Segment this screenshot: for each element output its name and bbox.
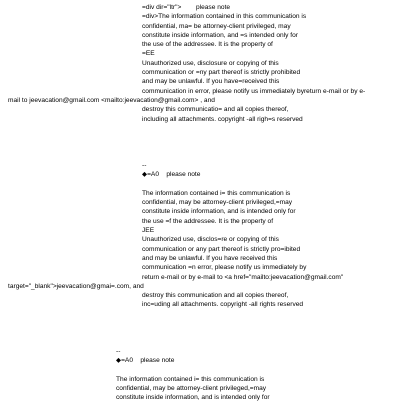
text-line: constitute inside information, and =s intended only for	[142, 31, 298, 39]
text-line: The information contained i= this communication is	[142, 189, 291, 197]
notice-block-1	[0, 3, 400, 124]
text-line: communication in error, please notify us immediately byreturn e-mail or by e-	[142, 87, 366, 95]
text-line: return e-mail or by e-mail to <a href="mailto:jeevacation@gmail.com"	[142, 273, 344, 281]
text-line: =EE	[142, 50, 155, 58]
text-line: confidential, may be attorney-client privileged,=may	[116, 385, 267, 393]
text-line: destroy this communicatio= and all copies thereof,	[142, 106, 289, 114]
text-line: ◆=A0 please note	[116, 357, 175, 365]
text-line: and may be unlawful. If you have=received this	[142, 78, 280, 86]
text-line: constitute inside information, and is intended only for	[116, 394, 270, 402]
text-line: the use of the addressee. It is the property of	[142, 41, 273, 49]
text-line: target="_blank">jeevacation@gmai=.com, and	[8, 282, 144, 290]
text-line: inc=uding all attachments. copyright -all rights reserved	[142, 301, 304, 309]
notice-block-2	[0, 161, 400, 310]
text-line: --	[116, 348, 121, 355]
text-line: constitute inside information, and is intended only for	[142, 208, 296, 216]
text-line: --	[142, 162, 147, 169]
text-line: Unauthorized use, disclos=re or copying of this	[142, 236, 279, 244]
text-line: mail to jeevacation@gmail.com <mailto:jeevacation@gmail.com> , and	[8, 96, 215, 104]
text-line	[0, 366, 400, 375]
text-line	[0, 180, 400, 189]
text-line: communication or =ny part thereof is strictly prohibited	[142, 69, 301, 77]
text-line: JEE	[142, 227, 155, 235]
text-line: ◆=A0 please note	[142, 171, 201, 179]
text-line: The information contained i= this communication is	[116, 375, 265, 383]
text-line: the use =f the addressee. It is the property of	[142, 217, 274, 225]
notice-block-3	[0, 347, 400, 403]
text-line: Unauthorized use, disclosure or copying of this	[142, 59, 279, 67]
text-line: communication =n error, please notify us immediately by	[142, 264, 307, 272]
text-line: confidential, may be attorney-client privileged,=may	[142, 199, 293, 207]
text-line: confidential, ma= be attorney-client privileged, may	[142, 22, 291, 30]
text-line: communication or any part thereof is strictly pro=ibited	[142, 245, 301, 253]
text-line: =div>The information contained in this communication is	[142, 13, 307, 21]
text-line: =div dir="ltr"> please note	[142, 4, 231, 11]
text-line: destroy this communication and all copies thereof,	[142, 292, 289, 300]
text-line: including all attachments. copyright -all righ=s reserved	[142, 115, 303, 123]
text-line: and may be unlawful. If you have received this	[142, 254, 278, 262]
